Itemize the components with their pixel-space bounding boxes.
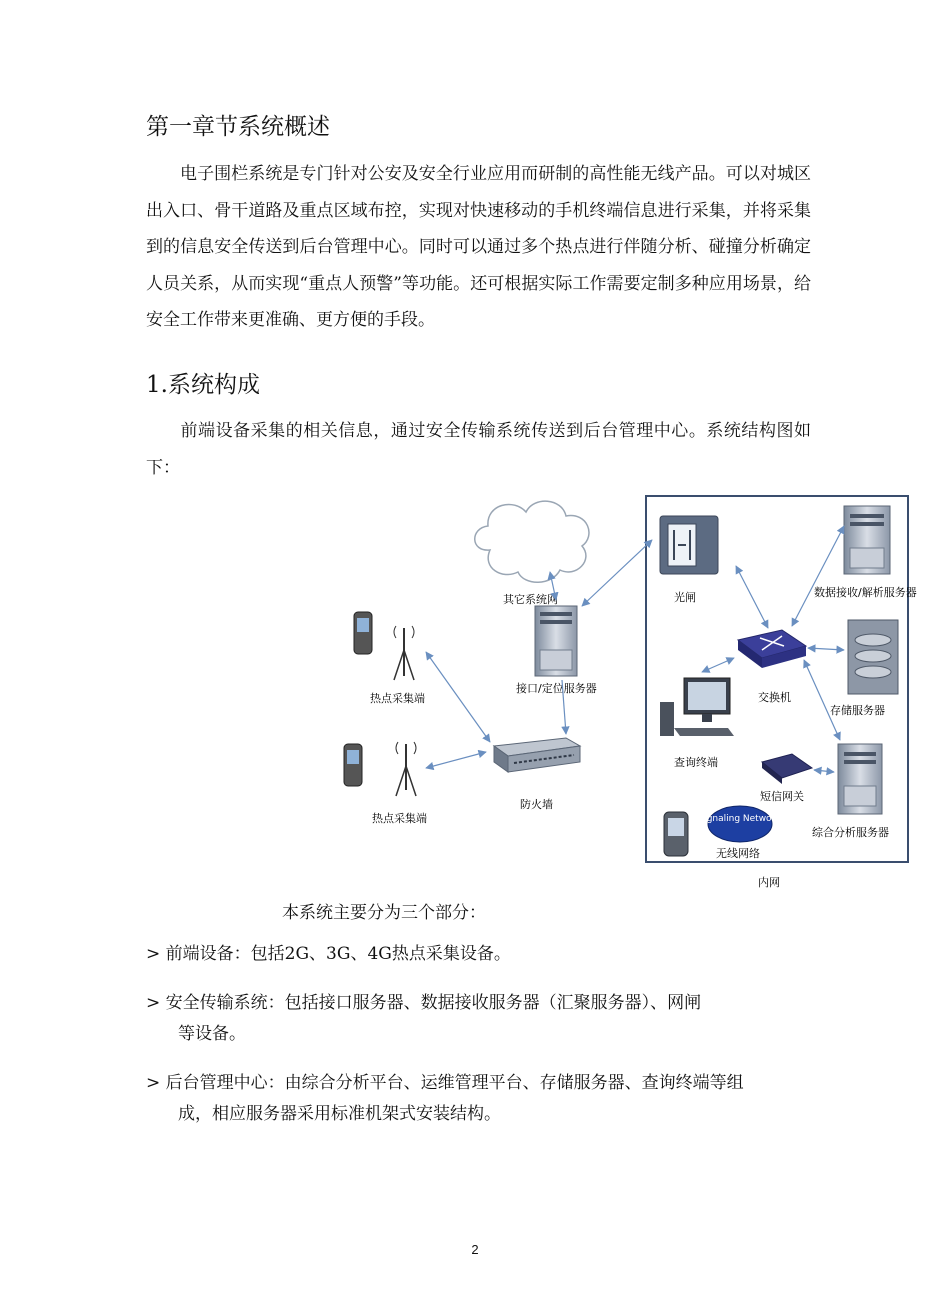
server-icon [844,506,890,574]
bullet-mark: > [146,993,161,1013]
gateway-icon [660,516,718,574]
data-server-label: 数据接收/解析服务器 [814,586,917,599]
antenna-icon [396,742,416,796]
computer-icon [660,678,734,736]
bullet-mark: > [146,1073,161,1093]
system-diagram [330,490,920,895]
structure-paragraph [146,413,811,486]
bullet-continuation: 等设备。 [178,1024,246,1044]
storage-server-label: 存储服务器 [830,704,885,717]
page-number: 2 [471,1242,479,1257]
other-network-label: 其它系统网 [503,593,558,606]
storage-icon [848,620,898,694]
phone-icon [344,744,362,786]
hotspot-top-label: 热点采集端 [370,692,425,705]
switch-label: 交换机 [758,691,791,704]
signaling-cloud-icon [708,806,772,842]
bullet-mark: > [146,944,161,964]
bullet-continuation: 成，相应服务器采用标准机架式安装结构。 [178,1104,501,1124]
bullet-item [146,1068,811,1130]
query-terminal-label: 查询终端 [674,756,718,769]
firewall-label: 防火墙 [520,798,553,811]
hotspot-bottom-label: 热点采集端 [372,812,427,825]
structure-text: 前端设备采集的相关信息，通过安全传输系统传送到后台管理中心。系统结构图如下： [146,421,811,478]
phone-icon [664,812,688,856]
server-icon [535,606,577,676]
intro-paragraph [146,156,811,339]
bullet-item [146,988,811,1050]
interface-server-label: 接口/定位服务器 [516,682,597,695]
wireless-network-label: 无线网络 [716,847,760,860]
antenna-icon [394,626,414,680]
switch-icon [738,630,806,668]
bullet-text: 安全传输系统：包括接口服务器、数据接收服务器（汇聚服务器）、网闸 [165,993,702,1013]
gateway-label: 光闸 [674,591,696,604]
chapter-heading: 第一章节系统概述 [146,114,330,140]
signaling-label: signaling Network [699,814,781,824]
cloud-icon [475,501,589,582]
summary-line: 本系统主要分为三个部分： [282,903,486,923]
sms-gateway-icon [762,754,812,784]
server-icon [838,744,882,814]
sms-gateway-label: 短信网关 [760,790,804,803]
bullet-text: 后台管理中心：由综合分析平台、运维管理平台、存储服务器、查询终端等组 [165,1073,744,1093]
bullet-item [146,939,811,970]
section-heading: 1.系统构成 [146,372,260,398]
phone-icon [354,612,372,654]
intranet-label: 内网 [758,876,780,889]
firewall-icon [494,738,580,772]
analysis-server-label: 综合分析服务器 [812,826,889,839]
bullet-text: 前端设备：包括2G、3G、4G热点采集设备。 [165,944,511,964]
intro-text: 电子围栏系统是专门针对公安及安全行业应用而研制的高性能无线产品。可以对城区出入口、骨干道路及重点区域布控，实现对快速移动的手机终端信息进行采集，并将采集到的信息安全传送到后台管理中心。同时可以通过多个热点进行伴随分析、碰撞分析确定人员关系，从而实现“重点人预警”等功能。还可根据实际工作需要定制多种应用场景，给安全工作带来更准确、更方便的手段。 [146,164,811,330]
